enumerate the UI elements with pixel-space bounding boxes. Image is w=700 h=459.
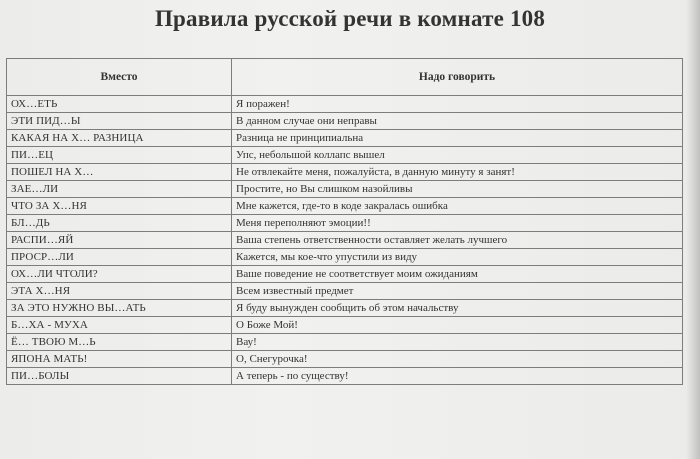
instead-cell: ОХ…ЕТЬ [7, 96, 232, 113]
table-row [7, 300, 683, 317]
table-row [7, 147, 683, 164]
instead-cell: ЭТИ ПИД…Ы [7, 113, 232, 130]
rules-table [6, 58, 683, 385]
say-cell: О Боже Мой! [232, 317, 683, 334]
instead-cell: ЭТА Х…НЯ [7, 283, 232, 300]
table-row [7, 249, 683, 266]
say-cell: Разница не принципиальна [232, 130, 683, 147]
say-cell: Упс, небольшой коллапс вышел [232, 147, 683, 164]
say-cell: Всем известный предмет [232, 283, 683, 300]
instead-cell: ПИ…БОЛЫ [7, 368, 232, 385]
table-row [7, 334, 683, 351]
say-cell: О, Снегурочка! [232, 351, 683, 368]
page-edge-shadow [686, 0, 700, 459]
column-header-say: Надо говорить [232, 59, 683, 96]
rules-table-container [6, 58, 682, 385]
say-cell: Не отвлекайте меня, пожалуйста, в данную минуту я занят! [232, 164, 683, 181]
table-row [7, 368, 683, 385]
say-cell: В данном случае они неправы [232, 113, 683, 130]
instead-cell: ПРОСР…ЛИ [7, 249, 232, 266]
table-row [7, 215, 683, 232]
instead-cell: ЯПОНА МАТЬ! [7, 351, 232, 368]
instead-cell: КАКАЯ НА Х… РАЗНИЦА [7, 130, 232, 147]
say-cell: Я поражен! [232, 96, 683, 113]
table-row [7, 198, 683, 215]
table-row [7, 164, 683, 181]
instead-cell: БЛ…ДЬ [7, 215, 232, 232]
say-cell: Мне кажется, где-то в коде закралась ошибка [232, 198, 683, 215]
table-row [7, 317, 683, 334]
instead-cell: ОХ…ЛИ ЧТОЛИ? [7, 266, 232, 283]
table-row [7, 96, 683, 113]
table-row [7, 181, 683, 198]
say-cell: Ваше поведение не соответствует моим ожиданиям [232, 266, 683, 283]
instead-cell: ЧТО ЗА Х…НЯ [7, 198, 232, 215]
instead-cell: ЗАЕ…ЛИ [7, 181, 232, 198]
table-row [7, 266, 683, 283]
say-cell: А теперь - по существу! [232, 368, 683, 385]
column-header-instead: Вместо [7, 59, 232, 96]
table-row [7, 232, 683, 249]
table-row [7, 351, 683, 368]
say-cell: Меня переполняют эмоции!! [232, 215, 683, 232]
instead-cell: Б…ХА - МУХА [7, 317, 232, 334]
page-title: Правила русской речи в комнате 108 [154, 6, 546, 31]
instead-cell: Ё… ТВОЮ М…Ь [7, 334, 232, 351]
table-row [7, 113, 683, 130]
say-cell: Я буду вынужден сообщить об этом начальству [232, 300, 683, 317]
table-row [7, 130, 683, 147]
instead-cell: ПОШЕЛ НА Х… [7, 164, 232, 181]
table-row [7, 283, 683, 300]
instead-cell: ПИ…ЕЦ [7, 147, 232, 164]
say-cell: Простите, но Вы слишком назойливы [232, 181, 683, 198]
table-header-row [7, 59, 683, 96]
instead-cell: ЗА ЭТО НУЖНО ВЫ…АТЬ [7, 300, 232, 317]
say-cell: Ваша степень ответственности оставляет желать лучшего [232, 232, 683, 249]
instead-cell: РАСПИ…ЯЙ [7, 232, 232, 249]
say-cell: Вау! [232, 334, 683, 351]
say-cell: Кажется, мы кое-что упустили из виду [232, 249, 683, 266]
